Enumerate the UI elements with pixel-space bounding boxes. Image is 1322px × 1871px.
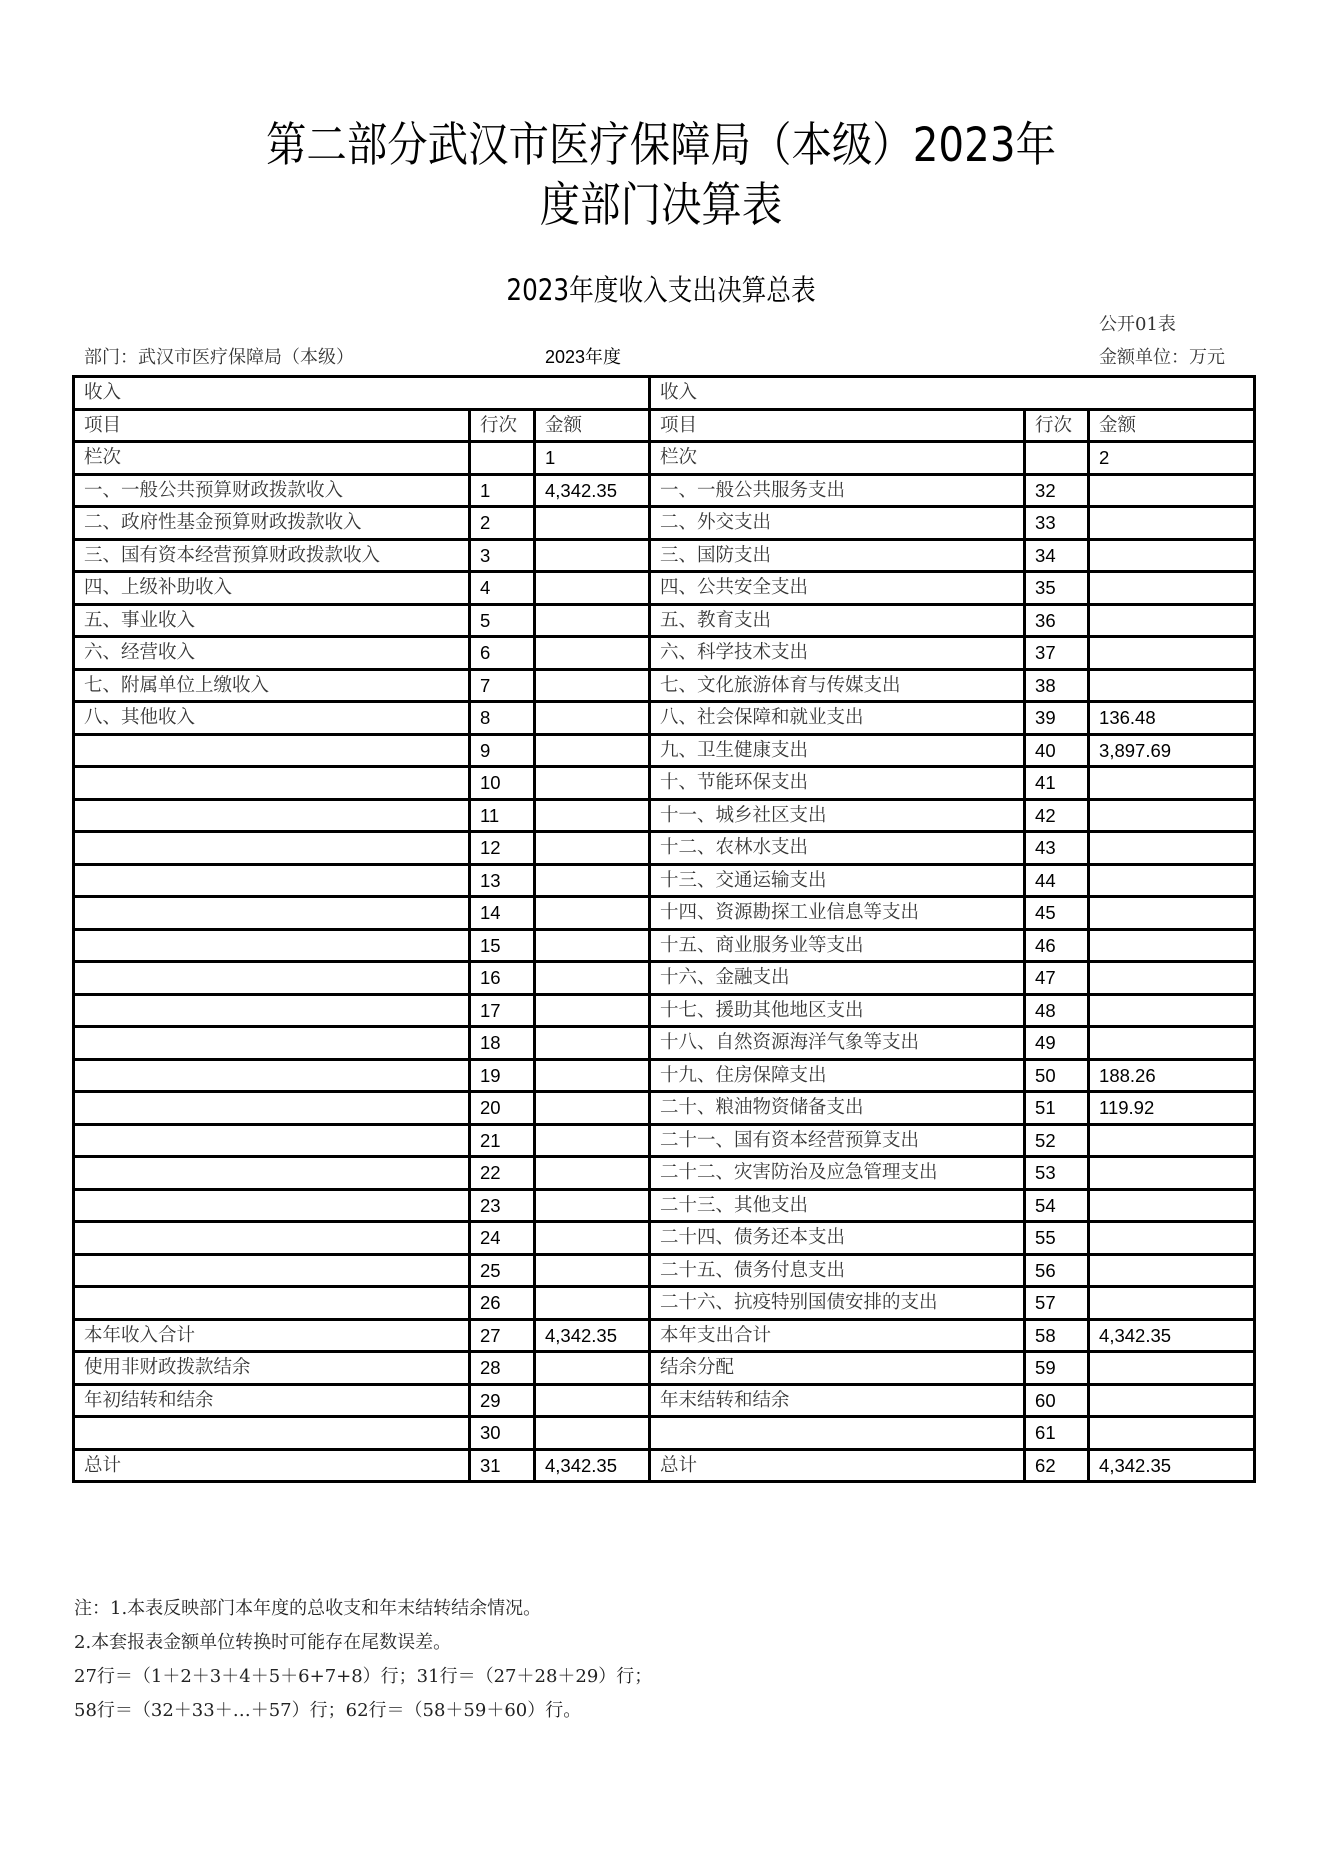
- left-row-no-cell: 22: [470, 1157, 535, 1190]
- left-item-cell: [74, 767, 470, 800]
- right-item-cell: 七、文化旅游体育与传媒支出: [650, 669, 1025, 702]
- table-row: [74, 832, 1255, 865]
- right-row-no-cell: 55: [1025, 1222, 1089, 1255]
- left-row-no-cell: 8: [470, 702, 535, 735]
- right-item-cell: 四、公共安全支出: [650, 572, 1025, 605]
- note-3: 27行＝（1＋2＋3＋4＋5＋6+7+8）行；31行＝（27＋28＋29）行；: [74, 1666, 653, 1687]
- right-item-cell: 八、社会保障和就业支出: [650, 702, 1025, 735]
- right-row-no-cell: 51: [1025, 1092, 1089, 1125]
- note-2: 2.本套报表金额单位转换时可能存在尾数误差。: [74, 1632, 452, 1653]
- left-item-cell: 总计: [74, 1449, 470, 1482]
- left-row-no-cell: 26: [470, 1287, 535, 1320]
- right-amount-cell: [1089, 1287, 1255, 1320]
- left-row-no-cell: 28: [470, 1352, 535, 1385]
- left-item-cell: 四、上级补助收入: [74, 572, 470, 605]
- right-row-no-cell: 41: [1025, 767, 1089, 800]
- right-amount-cell: [1089, 962, 1255, 995]
- right-item-header: 项目: [650, 409, 1025, 442]
- left-row-no-cell: 5: [470, 604, 535, 637]
- left-amount-cell: [535, 897, 650, 930]
- right-item-cell: 六、科学技术支出: [650, 637, 1025, 670]
- right-rowno-header: 行次: [1025, 409, 1089, 442]
- left-amount-cell: [535, 1059, 650, 1092]
- table-row: [74, 1189, 1255, 1222]
- right-amount-cell: 119.92: [1089, 1092, 1255, 1125]
- right-column-index-blank: [1025, 442, 1089, 475]
- table-row: [74, 799, 1255, 832]
- document-title-line1: 第二部分武汉市医疗保障局（本级）2023年: [265, 118, 1057, 173]
- right-column-index: 2: [1089, 442, 1255, 475]
- left-row-no-cell: 4: [470, 572, 535, 605]
- left-item-cell: [74, 734, 470, 767]
- right-amount-cell: [1089, 1124, 1255, 1157]
- right-amount-cell: [1089, 1189, 1255, 1222]
- left-amount-cell: [535, 994, 650, 1027]
- right-item-cell: 二十六、抗疫特别国债安排的支出: [650, 1287, 1025, 1320]
- table-row: [74, 702, 1255, 735]
- left-row-no-cell: 11: [470, 799, 535, 832]
- left-amount-cell: 4,342.35: [535, 1449, 650, 1482]
- right-row-no-cell: 38: [1025, 669, 1089, 702]
- left-amount-cell: [535, 1222, 650, 1255]
- left-item-cell: 七、附属单位上缴收入: [74, 669, 470, 702]
- table-row: [74, 994, 1255, 1027]
- right-row-no-cell: 47: [1025, 962, 1089, 995]
- left-item-cell: 一、一般公共预算财政拨款收入: [74, 474, 470, 507]
- left-item-cell: [74, 1287, 470, 1320]
- right-amount-cell: 4,342.35: [1089, 1319, 1255, 1352]
- right-amount-cell: [1089, 539, 1255, 572]
- left-amount-cell: [535, 1189, 650, 1222]
- right-amount-cell: [1089, 767, 1255, 800]
- left-column-index: 1: [535, 442, 650, 475]
- right-item-cell: 十二、农林水支出: [650, 832, 1025, 865]
- right-item-cell: 十五、商业服务业等支出: [650, 929, 1025, 962]
- left-item-cell: [74, 1092, 470, 1125]
- table-row: [74, 897, 1255, 930]
- right-row-no-cell: 50: [1025, 1059, 1089, 1092]
- right-item-cell: 二十四、债务还本支出: [650, 1222, 1025, 1255]
- right-amount-cell: [1089, 864, 1255, 897]
- left-amount-cell: [535, 1287, 650, 1320]
- right-amount-cell: [1089, 507, 1255, 540]
- left-row-no-cell: 31: [470, 1449, 535, 1482]
- right-amount-cell: [1089, 994, 1255, 1027]
- right-row-no-cell: 43: [1025, 832, 1089, 865]
- left-rowno-header: 行次: [470, 409, 535, 442]
- table-row: [74, 1124, 1255, 1157]
- right-row-no-cell: 46: [1025, 929, 1089, 962]
- right-amount-cell: [1089, 637, 1255, 670]
- left-item-cell: 年初结转和结余: [74, 1384, 470, 1417]
- right-amount-cell: [1089, 832, 1255, 865]
- left-row-no-cell: 27: [470, 1319, 535, 1352]
- table-row: [74, 604, 1255, 637]
- left-row-no-cell: 9: [470, 734, 535, 767]
- right-amount-cell: 4,342.35: [1089, 1449, 1255, 1482]
- table-row: [74, 1222, 1255, 1255]
- left-row-no-cell: 17: [470, 994, 535, 1027]
- note-1: 注：1.本表反映部门本年度的总收支和年末结转结余情况。: [74, 1598, 542, 1619]
- left-row-no-cell: 13: [470, 864, 535, 897]
- right-amount-cell: [1089, 1222, 1255, 1255]
- right-item-cell: 十七、援助其他地区支出: [650, 994, 1025, 1027]
- right-item-cell: 本年支出合计: [650, 1319, 1025, 1352]
- table-row: [74, 1027, 1255, 1060]
- form-code: 公开01表: [1099, 314, 1176, 335]
- left-amount-cell: [535, 962, 650, 995]
- left-row-no-cell: 2: [470, 507, 535, 540]
- table-row: [74, 734, 1255, 767]
- column-index-row: [74, 442, 1255, 475]
- left-amount-cell: [535, 734, 650, 767]
- table-row: [74, 572, 1255, 605]
- left-row-no-cell: 15: [470, 929, 535, 962]
- left-row-no-cell: 18: [470, 1027, 535, 1060]
- left-amount-cell: [535, 1254, 650, 1287]
- left-item-cell: [74, 832, 470, 865]
- right-row-no-cell: 56: [1025, 1254, 1089, 1287]
- table-row: [74, 1384, 1255, 1417]
- right-item-cell: 三、国防支出: [650, 539, 1025, 572]
- left-column-index-label: 栏次: [74, 442, 470, 475]
- right-row-no-cell: 57: [1025, 1287, 1089, 1320]
- right-item-cell: 二十一、国有资本经营预算支出: [650, 1124, 1025, 1157]
- table-row: [74, 1449, 1255, 1482]
- left-item-cell: [74, 962, 470, 995]
- right-item-cell: 九、卫生健康支出: [650, 734, 1025, 767]
- table-row: [74, 1059, 1255, 1092]
- section-header-row: [74, 377, 1255, 410]
- right-amount-cell: [1089, 604, 1255, 637]
- left-row-no-cell: 10: [470, 767, 535, 800]
- right-item-cell: [650, 1417, 1025, 1450]
- table-row: [74, 669, 1255, 702]
- income-expenditure-table: [72, 375, 1256, 1483]
- left-item-cell: [74, 1124, 470, 1157]
- left-item-cell: 八、其他收入: [74, 702, 470, 735]
- right-row-no-cell: 35: [1025, 572, 1089, 605]
- left-amount-cell: [535, 572, 650, 605]
- left-row-no-cell: 12: [470, 832, 535, 865]
- right-row-no-cell: 58: [1025, 1319, 1089, 1352]
- left-amount-cell: 4,342.35: [535, 1319, 650, 1352]
- left-item-cell: [74, 897, 470, 930]
- right-amount-cell: [1089, 1254, 1255, 1287]
- left-amount-cell: [535, 1384, 650, 1417]
- table-row: [74, 1287, 1255, 1320]
- left-row-no-cell: 1: [470, 474, 535, 507]
- table-title: 2023年度收入支出决算总表: [506, 273, 816, 307]
- right-item-cell: 一、一般公共服务支出: [650, 474, 1025, 507]
- left-item-cell: 二、政府性基金预算财政拨款收入: [74, 507, 470, 540]
- left-item-cell: [74, 1157, 470, 1190]
- table-row: [74, 929, 1255, 962]
- right-amount-cell: 3,897.69: [1089, 734, 1255, 767]
- right-row-no-cell: 61: [1025, 1417, 1089, 1450]
- right-section-header: 收入: [650, 377, 1255, 410]
- left-amount-cell: [535, 702, 650, 735]
- left-row-no-cell: 30: [470, 1417, 535, 1450]
- left-item-cell: [74, 1222, 470, 1255]
- table-row: [74, 637, 1255, 670]
- table-row: [74, 1157, 1255, 1190]
- left-item-cell: 三、国有资本经营预算财政拨款收入: [74, 539, 470, 572]
- right-item-cell: 十、节能环保支出: [650, 767, 1025, 800]
- left-row-no-cell: 6: [470, 637, 535, 670]
- left-amount-cell: [535, 864, 650, 897]
- right-item-cell: 十四、资源勘探工业信息等支出: [650, 897, 1025, 930]
- right-amount-cell: [1089, 799, 1255, 832]
- right-amount-cell: [1089, 1157, 1255, 1190]
- right-item-cell: 十一、城乡社区支出: [650, 799, 1025, 832]
- table-row: [74, 962, 1255, 995]
- left-row-no-cell: 14: [470, 897, 535, 930]
- right-item-cell: 五、教育支出: [650, 604, 1025, 637]
- left-row-no-cell: 25: [470, 1254, 535, 1287]
- left-row-no-cell: 29: [470, 1384, 535, 1417]
- left-item-cell: [74, 1417, 470, 1450]
- right-column-index-label: 栏次: [650, 442, 1025, 475]
- right-row-no-cell: 36: [1025, 604, 1089, 637]
- right-item-cell: 十九、住房保障支出: [650, 1059, 1025, 1092]
- left-column-index-blank: [470, 442, 535, 475]
- left-item-header: 项目: [74, 409, 470, 442]
- left-item-cell: 使用非财政拨款结余: [74, 1352, 470, 1385]
- right-row-no-cell: 34: [1025, 539, 1089, 572]
- left-amount-cell: [535, 1417, 650, 1450]
- unit-label: 金额单位：万元: [1099, 347, 1225, 368]
- right-row-no-cell: 39: [1025, 702, 1089, 735]
- right-item-cell: 二十五、债务付息支出: [650, 1254, 1025, 1287]
- right-row-no-cell: 53: [1025, 1157, 1089, 1190]
- left-amount-cell: [535, 1157, 650, 1190]
- table-row: [74, 474, 1255, 507]
- left-row-no-cell: 16: [470, 962, 535, 995]
- left-amount-cell: [535, 507, 650, 540]
- left-amount-cell: [535, 539, 650, 572]
- left-amount-cell: [535, 1092, 650, 1125]
- left-row-no-cell: 21: [470, 1124, 535, 1157]
- table-row: [74, 507, 1255, 540]
- left-amount-cell: [535, 799, 650, 832]
- right-amount-cell: 136.48: [1089, 702, 1255, 735]
- table-row: [74, 1352, 1255, 1385]
- department-label: 部门：武汉市医疗保障局（本级）: [84, 347, 354, 368]
- right-item-cell: 十八、自然资源海洋气象等支出: [650, 1027, 1025, 1060]
- left-amount-cell: [535, 669, 650, 702]
- table-row: [74, 1254, 1255, 1287]
- right-amount-cell: [1089, 1384, 1255, 1417]
- left-row-no-cell: 3: [470, 539, 535, 572]
- right-row-no-cell: 54: [1025, 1189, 1089, 1222]
- right-amount-cell: [1089, 474, 1255, 507]
- left-item-cell: [74, 864, 470, 897]
- table-row: [74, 767, 1255, 800]
- left-item-cell: [74, 1189, 470, 1222]
- right-amount-cell: [1089, 1352, 1255, 1385]
- left-amount-header: 金额: [535, 409, 650, 442]
- left-amount-cell: [535, 929, 650, 962]
- table-row: [74, 1417, 1255, 1450]
- right-row-no-cell: 45: [1025, 897, 1089, 930]
- right-item-cell: 结余分配: [650, 1352, 1025, 1385]
- table-row: [74, 864, 1255, 897]
- right-amount-cell: 188.26: [1089, 1059, 1255, 1092]
- right-amount-cell: [1089, 929, 1255, 962]
- right-item-cell: 总计: [650, 1449, 1025, 1482]
- left-item-cell: 本年收入合计: [74, 1319, 470, 1352]
- right-amount-cell: [1089, 1417, 1255, 1450]
- right-row-no-cell: 40: [1025, 734, 1089, 767]
- right-item-cell: 年末结转和结余: [650, 1384, 1025, 1417]
- right-row-no-cell: 62: [1025, 1449, 1089, 1482]
- right-row-no-cell: 33: [1025, 507, 1089, 540]
- left-item-cell: [74, 1059, 470, 1092]
- left-row-no-cell: 24: [470, 1222, 535, 1255]
- right-item-cell: 二十三、其他支出: [650, 1189, 1025, 1222]
- left-amount-cell: [535, 1027, 650, 1060]
- right-row-no-cell: 44: [1025, 864, 1089, 897]
- right-row-no-cell: 60: [1025, 1384, 1089, 1417]
- right-item-cell: 二、外交支出: [650, 507, 1025, 540]
- left-amount-cell: [535, 1352, 650, 1385]
- left-amount-cell: [535, 1124, 650, 1157]
- right-item-cell: 二十二、灾害防治及应急管理支出: [650, 1157, 1025, 1190]
- table-row: [74, 539, 1255, 572]
- left-section-header: 收入: [74, 377, 650, 410]
- left-item-cell: 五、事业收入: [74, 604, 470, 637]
- right-item-cell: 二十、粮油物资储备支出: [650, 1092, 1025, 1125]
- right-amount-cell: [1089, 1027, 1255, 1060]
- table-row: [74, 1319, 1255, 1352]
- right-row-no-cell: 37: [1025, 637, 1089, 670]
- left-amount-cell: [535, 637, 650, 670]
- column-header-row: [74, 409, 1255, 442]
- note-4: 58行＝（32＋33＋…＋57）行；62行＝（58＋59＋60）行。: [74, 1700, 582, 1721]
- left-item-cell: [74, 799, 470, 832]
- left-item-cell: [74, 1254, 470, 1287]
- left-item-cell: [74, 994, 470, 1027]
- left-row-no-cell: 20: [470, 1092, 535, 1125]
- right-row-no-cell: 48: [1025, 994, 1089, 1027]
- right-row-no-cell: 52: [1025, 1124, 1089, 1157]
- left-amount-cell: [535, 604, 650, 637]
- right-amount-cell: [1089, 669, 1255, 702]
- left-row-no-cell: 7: [470, 669, 535, 702]
- right-row-no-cell: 32: [1025, 474, 1089, 507]
- period-label: 2023年度: [545, 347, 622, 367]
- left-amount-cell: [535, 832, 650, 865]
- right-row-no-cell: 59: [1025, 1352, 1089, 1385]
- document-title-line2: 度部门决算表: [539, 178, 783, 233]
- right-amount-cell: [1089, 572, 1255, 605]
- left-row-no-cell: 19: [470, 1059, 535, 1092]
- right-amount-cell: [1089, 897, 1255, 930]
- left-amount-cell: [535, 767, 650, 800]
- table-row: [74, 1092, 1255, 1125]
- left-item-cell: [74, 1027, 470, 1060]
- right-row-no-cell: 49: [1025, 1027, 1089, 1060]
- right-item-cell: 十三、交通运输支出: [650, 864, 1025, 897]
- left-item-cell: 六、经营收入: [74, 637, 470, 670]
- left-item-cell: [74, 929, 470, 962]
- right-row-no-cell: 42: [1025, 799, 1089, 832]
- left-row-no-cell: 23: [470, 1189, 535, 1222]
- right-item-cell: 十六、金融支出: [650, 962, 1025, 995]
- left-amount-cell: 4,342.35: [535, 474, 650, 507]
- right-amount-header: 金额: [1089, 409, 1255, 442]
